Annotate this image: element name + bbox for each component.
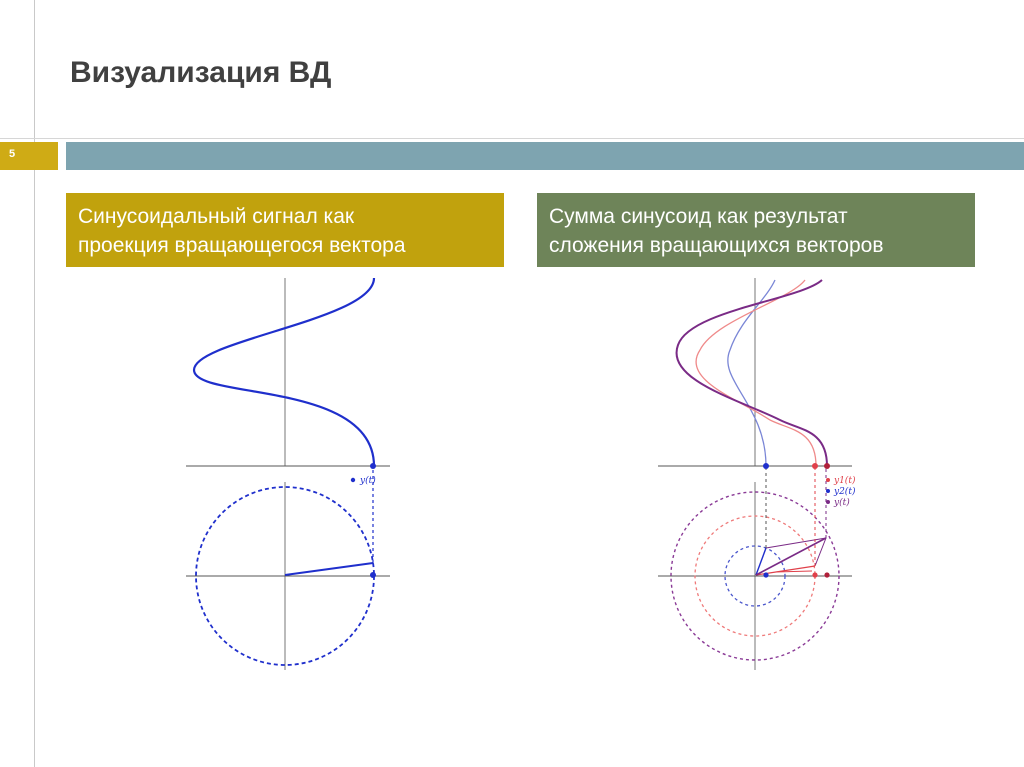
left-legend-label: y(t) (360, 476, 376, 486)
left-point-axis (370, 463, 376, 469)
right-point-y2-axis (763, 463, 769, 469)
left-rotating-vector (285, 563, 373, 575)
left-caption-line2: проекция вращающегося вектора (78, 234, 406, 257)
right-point-center (763, 572, 768, 577)
right-legend-label-y2: y2(t) (834, 487, 856, 497)
right-legend-dot-y1 (826, 478, 830, 482)
right-point-sum-bottom (824, 572, 829, 577)
right-legend-dot-sum (826, 500, 830, 504)
slide-number: 5 (9, 148, 16, 160)
right-point-y1-axis (812, 463, 818, 469)
right-point-sum-axis (824, 463, 830, 469)
right-curve-y2 (728, 280, 775, 466)
right-legend-dot-y2 (826, 489, 830, 493)
left-legend-dot (351, 478, 355, 482)
right-caption-line1: Сумма синусоид как результат (549, 205, 848, 228)
right-legend-label-sum: y(t) (834, 498, 850, 508)
right-diagram (658, 278, 856, 670)
right-caption-line2: сложения вращающихся векторов (549, 234, 884, 257)
left-sine-curve (194, 278, 374, 466)
right-legend-label-y1: y1(t) (834, 476, 856, 486)
right-point-y1-bottom (812, 572, 817, 577)
left-diagram (186, 278, 390, 670)
left-caption-line1: Синусоидальный сигнал как (78, 205, 355, 228)
left-point-circle (370, 572, 376, 578)
page-title: Визуализация ВД (70, 56, 332, 89)
